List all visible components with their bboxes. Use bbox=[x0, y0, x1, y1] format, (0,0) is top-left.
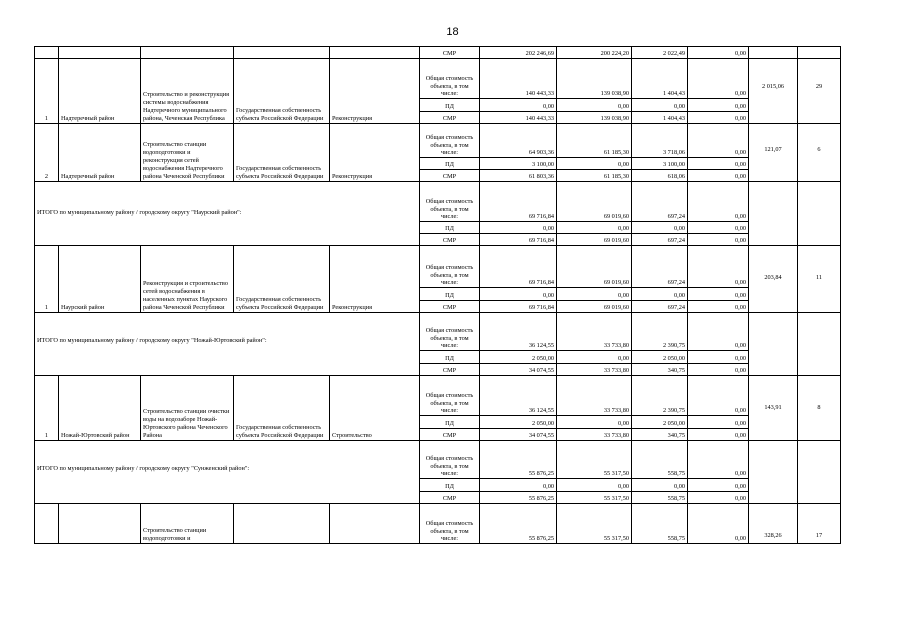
cell-value: 34 074,55 bbox=[480, 364, 557, 376]
district-name: Надтеречный район bbox=[59, 124, 141, 182]
cell-value: 697,24 bbox=[632, 182, 688, 222]
total-cost-label: Общая стоимость объекта, в том числе: bbox=[420, 59, 480, 99]
cell-value: 139 038,90 bbox=[557, 59, 632, 99]
term-value: 29 bbox=[798, 59, 841, 124]
cell-value: 69 716,84 bbox=[480, 182, 557, 222]
cell-value: 2 390,75 bbox=[632, 313, 688, 351]
cell-value: 0,00 bbox=[688, 351, 749, 364]
subtotal-label: ИТОГО по муниципальному району / городскому округу "Ножай-Юртовский район": bbox=[35, 313, 420, 376]
cell-value: 55 317,50 bbox=[557, 504, 632, 544]
cell-value: 61 185,30 bbox=[557, 170, 632, 182]
cell-value: 618,06 bbox=[632, 170, 688, 182]
table-row bbox=[35, 59, 841, 99]
project-name: Строительство и реконструкция системы водоснабжения Надтеречного муниципального района, Чеченская Республика bbox=[141, 59, 234, 124]
table-row bbox=[35, 246, 841, 288]
cell-value: 0,00 bbox=[557, 351, 632, 364]
subtotal-label: ИТОГО по муниципальному району / городскому округу "Сунженский район": bbox=[35, 441, 420, 504]
subtotal-row bbox=[35, 182, 841, 222]
cell-value: 202 246,69 bbox=[480, 47, 557, 59]
cell-value: 558,75 bbox=[632, 441, 688, 479]
subtotal-row bbox=[35, 441, 841, 479]
cell-value: 55 876,25 bbox=[480, 492, 557, 504]
cell-value: 3 100,00 bbox=[480, 158, 557, 170]
smr-label: СМР bbox=[420, 112, 480, 124]
district-name: Ножай-Юртовский район bbox=[59, 376, 141, 441]
work-type: Реконструкция bbox=[330, 124, 420, 182]
cell-value: 697,24 bbox=[632, 246, 688, 288]
cell-value: 340,75 bbox=[632, 429, 688, 441]
table-row bbox=[35, 504, 841, 544]
work-type: Реконструкция bbox=[330, 59, 420, 124]
total-cost-label: Общая стоимость объекта, в том числе: bbox=[420, 504, 480, 544]
cell-value: 2 050,00 bbox=[480, 351, 557, 364]
ownership: Государственная собственность субъекта Российской Федерации bbox=[234, 376, 330, 441]
cell-value: 2 050,00 bbox=[632, 351, 688, 364]
cell-value: 33 733,80 bbox=[557, 364, 632, 376]
cell-value: 0,00 bbox=[557, 479, 632, 492]
cell-value: 0,00 bbox=[688, 59, 749, 99]
cell-value: 0,00 bbox=[688, 158, 749, 170]
cell-value: 64 903,36 bbox=[480, 124, 557, 158]
district-name: Наурский район bbox=[59, 246, 141, 313]
project-number: 1 bbox=[35, 376, 59, 441]
cell-value: 36 124,55 bbox=[480, 376, 557, 416]
total-cost-label: Общая стоимость объекта, в том числе: bbox=[420, 124, 480, 158]
cell-value: 0,00 bbox=[688, 47, 749, 59]
ownership: Государственная собственность субъекта Российской Федерации bbox=[234, 124, 330, 182]
ownership: Государственная собственность субъекта Российской Федерации bbox=[234, 246, 330, 313]
term-value: 8 bbox=[798, 376, 841, 441]
project-name: Строительство станции водоподготовки и реконструкция сетей водоснабжения Надтеречного района Чеченской Республики bbox=[141, 124, 234, 182]
project-name: Строительство станции водоподготовки и bbox=[141, 504, 234, 544]
cell-value: 2 050,00 bbox=[632, 416, 688, 429]
cell-value: 558,75 bbox=[632, 492, 688, 504]
cell-value: 0,00 bbox=[688, 288, 749, 301]
cell-value: 0,00 bbox=[688, 246, 749, 288]
cell-value: 2 022,49 bbox=[632, 47, 688, 59]
cell-value: 0,00 bbox=[632, 222, 688, 234]
term-value: 17 bbox=[798, 504, 841, 544]
total-cost-label: Общая стоимость объекта, в том числе: bbox=[420, 376, 480, 416]
project-number: 2 bbox=[35, 124, 59, 182]
table-row bbox=[35, 376, 841, 416]
page-number: 18 bbox=[446, 26, 459, 38]
pd-label: ПД bbox=[420, 158, 480, 170]
cell-value: 0,00 bbox=[557, 288, 632, 301]
cell-value: 0,00 bbox=[688, 170, 749, 182]
cell-value: 0,00 bbox=[688, 222, 749, 234]
subtotal-row bbox=[35, 313, 841, 351]
pd-label: ПД bbox=[420, 288, 480, 301]
work-type: Строительство bbox=[330, 376, 420, 441]
pd-label: ПД bbox=[420, 416, 480, 429]
cell-value: 0,00 bbox=[480, 288, 557, 301]
project-name: Реконструкция и строительство сетей водоснабжения в населенных пунктах Наурского района Чеченской Республики bbox=[141, 246, 234, 313]
cell-value: 0,00 bbox=[557, 416, 632, 429]
total-cost-label: Общая стоимость объекта, в том числе: bbox=[420, 246, 480, 288]
smr-label: СМР bbox=[420, 234, 480, 246]
pd-label: ПД bbox=[420, 99, 480, 112]
cell-value: 34 074,55 bbox=[480, 429, 557, 441]
cell-value: 0,00 bbox=[480, 99, 557, 112]
smr-label: СМР bbox=[420, 364, 480, 376]
capacity-value: 2 015,06 bbox=[749, 59, 798, 124]
cell-value: 3 100,00 bbox=[632, 158, 688, 170]
cell-value: 69 019,60 bbox=[557, 301, 632, 313]
smr-label: СМР bbox=[420, 170, 480, 182]
cell-value: 0,00 bbox=[688, 234, 749, 246]
capacity-value: 203,84 bbox=[749, 246, 798, 313]
subtotal-label: ИТОГО по муниципальному району / городскому округу "Наурский район": bbox=[35, 182, 420, 246]
cell-value: 0,00 bbox=[688, 479, 749, 492]
cell-value: 697,24 bbox=[632, 234, 688, 246]
cell-value: 200 224,20 bbox=[557, 47, 632, 59]
cell-value: 69 716,84 bbox=[480, 234, 557, 246]
term-value: 6 bbox=[798, 124, 841, 182]
smr-label: СМР bbox=[420, 429, 480, 441]
capacity-value: 121,07 bbox=[749, 124, 798, 182]
cell-value: 0,00 bbox=[632, 99, 688, 112]
ownership: Государственная собственность субъекта Российской Федерации bbox=[234, 59, 330, 124]
capacity-value: 143,91 bbox=[749, 376, 798, 441]
work-type: Реконструкция bbox=[330, 246, 420, 313]
investment-table bbox=[34, 46, 841, 544]
cell-value: 1 404,43 bbox=[632, 59, 688, 99]
cell-value: 0,00 bbox=[688, 429, 749, 441]
cell-value: 0,00 bbox=[632, 479, 688, 492]
cell-value: 36 124,55 bbox=[480, 313, 557, 351]
cell-value: 0,00 bbox=[688, 504, 749, 544]
cell-value: 1 404,43 bbox=[632, 112, 688, 124]
smr-label: СМР bbox=[420, 492, 480, 504]
cell-value: 140 443,33 bbox=[480, 112, 557, 124]
cell-value: 139 038,90 bbox=[557, 112, 632, 124]
cell-value: 0,00 bbox=[557, 99, 632, 112]
project-name: Строительство станции очистки воды на водозаборе Ножай-Юртовского района Чеченского Района bbox=[141, 376, 234, 441]
cell-value: 55 317,50 bbox=[557, 492, 632, 504]
capacity-value: 328,26 bbox=[749, 504, 798, 544]
row-type-label: СМР bbox=[420, 47, 480, 59]
total-cost-label: Общая стоимость объекта, в том числе: bbox=[420, 313, 480, 351]
cell-value: 69 019,60 bbox=[557, 234, 632, 246]
cell-value: 55 876,25 bbox=[480, 504, 557, 544]
cell-value: 697,24 bbox=[632, 301, 688, 313]
cell-value: 558,75 bbox=[632, 504, 688, 544]
cell-value: 61 185,30 bbox=[557, 124, 632, 158]
cell-value: 0,00 bbox=[688, 99, 749, 112]
project-number: 1 bbox=[35, 246, 59, 313]
cell-value: 33 733,80 bbox=[557, 429, 632, 441]
cell-value: 69 716,84 bbox=[480, 246, 557, 288]
cell-value: 69 716,84 bbox=[480, 301, 557, 313]
cell-value: 55 876,25 bbox=[480, 441, 557, 479]
cell-value: 0,00 bbox=[480, 479, 557, 492]
district-name: Надтеречный район bbox=[59, 59, 141, 124]
table-row bbox=[35, 47, 841, 59]
cell-value: 69 019,60 bbox=[557, 182, 632, 222]
cell-value: 3 718,06 bbox=[632, 124, 688, 158]
cell-value: 33 733,80 bbox=[557, 313, 632, 351]
cell-value: 0,00 bbox=[480, 222, 557, 234]
cell-value: 0,00 bbox=[688, 416, 749, 429]
cell-value: 0,00 bbox=[688, 301, 749, 313]
table-row bbox=[35, 124, 841, 158]
cell-value: 0,00 bbox=[632, 288, 688, 301]
cell-value: 33 733,80 bbox=[557, 376, 632, 416]
cell-value: 0,00 bbox=[688, 313, 749, 351]
pd-label: ПД bbox=[420, 479, 480, 492]
cell-value: 0,00 bbox=[688, 112, 749, 124]
cell-value: 0,00 bbox=[557, 158, 632, 170]
cell-value: 55 317,50 bbox=[557, 441, 632, 479]
cell-value: 69 019,60 bbox=[557, 246, 632, 288]
cell-value: 0,00 bbox=[688, 441, 749, 479]
cell-value: 2 050,00 bbox=[480, 416, 557, 429]
cell-value: 0,00 bbox=[688, 182, 749, 222]
smr-label: СМР bbox=[420, 301, 480, 313]
cell-value: 0,00 bbox=[557, 222, 632, 234]
cell-value: 0,00 bbox=[688, 124, 749, 158]
total-cost-label: Общая стоимость объекта, в том числе: bbox=[420, 182, 480, 222]
pd-label: ПД bbox=[420, 222, 480, 234]
cell-value: 0,00 bbox=[688, 376, 749, 416]
cell-value: 61 803,36 bbox=[480, 170, 557, 182]
total-cost-label: Общая стоимость объекта, в том числе: bbox=[420, 441, 480, 479]
cell-value: 2 390,75 bbox=[632, 376, 688, 416]
cell-value: 0,00 bbox=[688, 492, 749, 504]
project-number: 1 bbox=[35, 59, 59, 124]
cell-value: 140 443,33 bbox=[480, 59, 557, 99]
pd-label: ПД bbox=[420, 351, 480, 364]
cell-value: 340,75 bbox=[632, 364, 688, 376]
term-value: 11 bbox=[798, 246, 841, 313]
cell-value: 0,00 bbox=[688, 364, 749, 376]
